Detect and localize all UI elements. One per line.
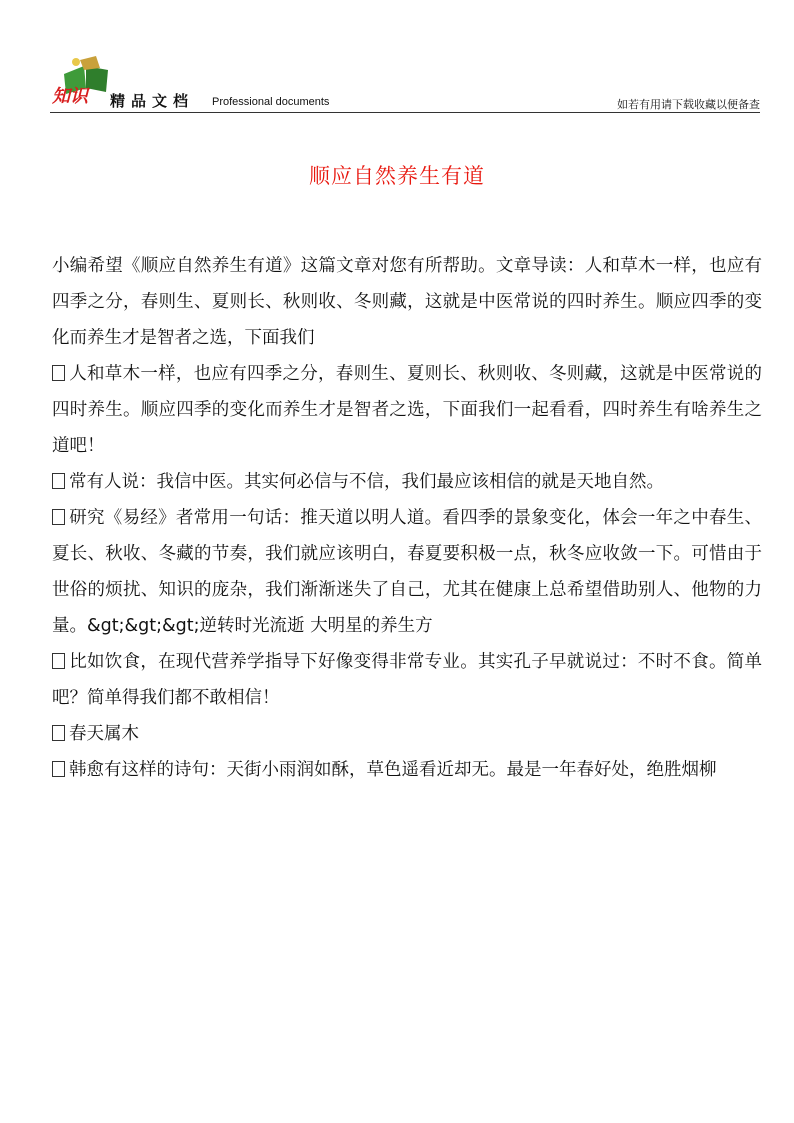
bullet-box-icon [52,509,65,525]
page-header [50,52,760,114]
svg-text:知识: 知识 [52,86,88,107]
page-title: 顺应自然养生有道 [309,164,485,188]
intro-paragraph [52,248,762,356]
body-paragraph [52,644,762,716]
paragraph-text: 韩愈有这样的诗句：天街小雨润如酥，草色遥看近却无。最是一年春好处，绝胜烟柳 [69,760,717,780]
header-note: 如若有用请下载收藏以便备查 [617,98,760,111]
paragraph-text: 研究《易经》者常用一句话：推天道以明人道。看四季的景象变化，体会一年之中春生、夏长、秋收、冬藏的节奏，我们就应该明白，春夏要积极一点，秋冬应收敛一下。可惜由于世俗的烦扰、知识的庞杂，我们渐渐迷失了自己，尤其在健康上总希望借助别人、他物的力量。&gt;&gt;&gt;逆转时光流逝 大明星的养生方 [52,508,762,636]
article-body [52,248,762,788]
paragraph-text: 人和草木一样，也应有四季之分，春则生、夏则长、秋则收、冬则藏，这就是中医常说的四时养生。顺应四季的变化而养生才是智者之选，下面我们一起看看，四时养生有啥养生之道吧！ [52,364,762,456]
body-paragraph [52,752,762,788]
paragraph-text: 春天属木 [69,724,139,744]
bullet-box-icon [52,761,65,777]
header-divider [50,112,760,113]
paragraph-text: 小编希望《顺应自然养生有道》这篇文章对您有所帮助。文章导读：人和草木一样，也应有四季之分，春则生、夏则长、秋则收、冬则藏，这就是中医常说的四时养生。顺应四季的变化而养生才是智者之选，下面我们 [52,256,762,348]
body-paragraph [52,500,762,644]
paragraph-text: 常有人说：我信中医。其实何必信与不信，我们最应该相信的就是天地自然。 [69,472,664,492]
brand-name: 精品文档 [110,92,195,110]
section-heading [52,716,762,752]
bullet-box-icon [52,473,65,489]
body-paragraph [52,356,762,464]
brand-english: Professional documents [212,96,330,108]
paragraph-text: 比如饮食，在现代营养学指导下好像变得非常专业。其实孔子早就说过：不时不食。简单吧？简单得我们都不敢相信！ [52,652,762,708]
body-paragraph [52,464,762,500]
bullet-box-icon [52,653,65,669]
bullet-box-icon [52,725,65,741]
bullet-box-icon [52,365,65,381]
